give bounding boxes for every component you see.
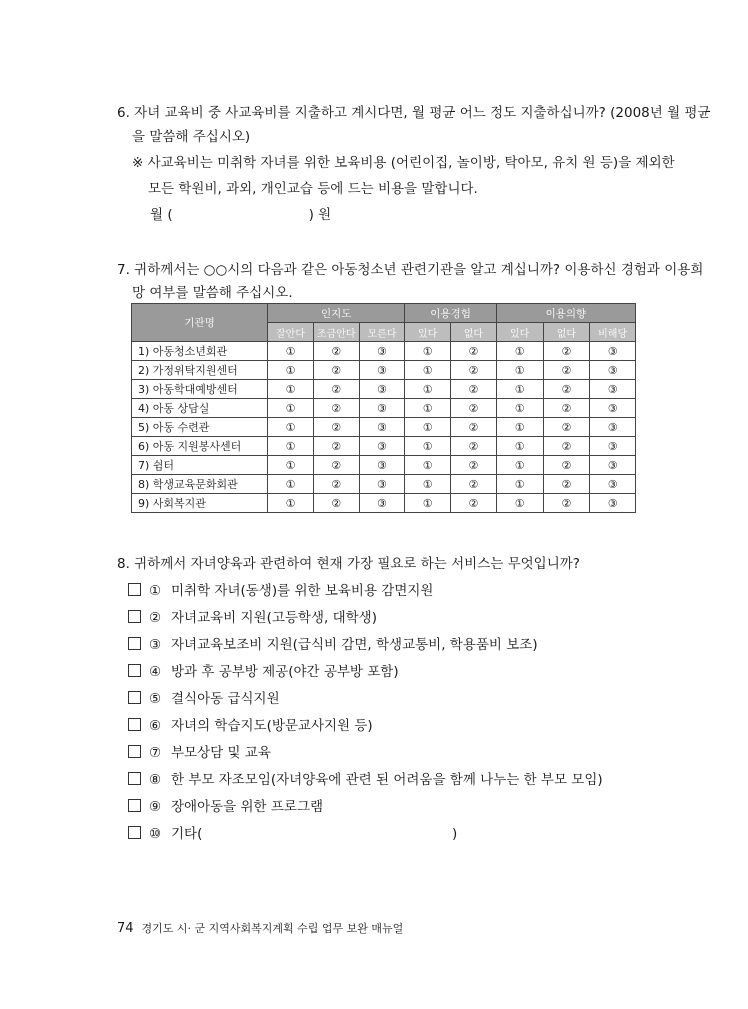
answer-option[interactable]: ③ <box>359 418 405 437</box>
won-label: ) 원 <box>308 207 332 223</box>
option-number: ⑤ <box>149 691 162 707</box>
answer-option[interactable]: ② <box>543 380 590 399</box>
answer-option[interactable]: ① <box>268 456 314 475</box>
subheader-dont-know: 모른다 <box>359 323 405 342</box>
option-number: ⑨ <box>149 799 162 815</box>
question-6-note-continued: 모든 학원비, 과외, 개인교습 등에 드는 비용을 말합니다. <box>148 181 478 197</box>
answer-option[interactable]: ② <box>451 418 497 437</box>
header-awareness: 인지도 <box>268 304 405 323</box>
answer-option[interactable]: ① <box>268 437 314 456</box>
institution-survey-table <box>131 303 636 513</box>
answer-option[interactable]: ② <box>313 342 359 361</box>
table-row <box>132 437 636 456</box>
answer-option[interactable]: ② <box>313 437 359 456</box>
table-row <box>132 418 636 437</box>
answer-option[interactable]: ② <box>451 380 497 399</box>
header-institution: 기관명 <box>132 304 268 342</box>
subheader-experience-yes: 있다 <box>405 323 451 342</box>
answer-option[interactable]: ① <box>268 475 314 494</box>
answer-option[interactable]: ② <box>543 342 590 361</box>
option-label: 자녀교육비 지원(고등학생, 대학생) <box>171 610 377 626</box>
question-7-title-continued: 망 여부를 말씀해 주십시오. <box>132 285 293 301</box>
answer-option[interactable]: ③ <box>590 361 636 380</box>
answer-option[interactable]: ② <box>451 494 497 513</box>
question-7-title: 7. 귀하께서는 ○○시의 다음과 같은 아동청소년 관련기관을 알고 계십니까? 이용하신 경험과 이용희 <box>117 262 704 278</box>
checkbox[interactable] <box>128 772 141 785</box>
answer-option[interactable]: ② <box>451 437 497 456</box>
checkbox[interactable] <box>128 718 141 731</box>
answer-option[interactable]: ① <box>496 380 543 399</box>
subheader-intention-yes: 있다 <box>496 323 543 342</box>
answer-option[interactable]: ② <box>543 399 590 418</box>
subheader-know-little: 조금안다 <box>313 323 359 342</box>
answer-option[interactable]: ① <box>496 475 543 494</box>
question-6-note: ※ 사교육비는 미취학 자녀를 위한 보육비용 (어린이집, 놀이방, 탁아모, 유치 원 등)을 제외한 <box>132 155 675 171</box>
option-label: 기타( <box>171 826 203 842</box>
answer-option[interactable]: ① <box>496 399 543 418</box>
page-footer <box>117 920 403 936</box>
answer-option[interactable]: ② <box>313 475 359 494</box>
answer-option[interactable]: ③ <box>359 361 405 380</box>
answer-option[interactable]: ① <box>496 494 543 513</box>
answer-option[interactable]: ② <box>313 494 359 513</box>
institution-name: 3) 아동학대예방센터 <box>132 380 268 399</box>
service-option[interactable] <box>128 579 433 599</box>
answer-option[interactable]: ② <box>313 399 359 418</box>
answer-option[interactable]: ③ <box>590 399 636 418</box>
answer-option[interactable]: ② <box>543 361 590 380</box>
option-label: 방과 후 공부방 제공(야간 공부방 포함) <box>171 664 399 680</box>
table-row <box>132 342 636 361</box>
answer-option[interactable]: ① <box>405 437 451 456</box>
answer-option[interactable]: ② <box>543 418 590 437</box>
option-number: ④ <box>149 664 162 680</box>
monthly-label: 월 ( <box>150 207 173 223</box>
table-header-row <box>132 304 636 323</box>
answer-option[interactable]: ① <box>496 456 543 475</box>
service-option[interactable] <box>128 714 373 734</box>
subheader-not-applicable: 비해당 <box>590 323 636 342</box>
answer-option[interactable]: ③ <box>359 399 405 418</box>
answer-option[interactable]: ③ <box>359 437 405 456</box>
checkbox[interactable] <box>128 637 141 650</box>
other-close-paren: ) <box>452 826 458 842</box>
answer-option[interactable]: ① <box>268 494 314 513</box>
checkbox[interactable] <box>128 610 141 623</box>
option-label: 한 부모 자조모임(자녀양육에 관련 된 어려움을 함께 나누는 한 부모 모임) <box>171 772 603 788</box>
header-experience: 이용경험 <box>405 304 496 323</box>
answer-option[interactable]: ② <box>451 342 497 361</box>
institution-name: 7) 쉼터 <box>132 456 268 475</box>
answer-option[interactable]: ① <box>405 380 451 399</box>
answer-option[interactable]: ① <box>405 418 451 437</box>
service-option[interactable] <box>128 606 377 626</box>
answer-option[interactable]: ② <box>543 475 590 494</box>
checkbox[interactable] <box>128 691 141 704</box>
checkbox[interactable] <box>128 583 141 596</box>
answer-option[interactable]: ② <box>451 361 497 380</box>
answer-option[interactable]: ③ <box>590 380 636 399</box>
answer-option[interactable]: ① <box>268 361 314 380</box>
option-label: 부모상담 및 교육 <box>171 745 271 761</box>
answer-option[interactable]: ① <box>405 361 451 380</box>
institution-name: 1) 아동청소년회관 <box>132 342 268 361</box>
monthly-amount-field[interactable] <box>150 203 331 223</box>
question-6-title: 6. 자녀 교육비 중 사교육비를 지출하고 계시다면, 월 평균 어느 정도 지출하십니까? (2008년 월 평균 <box>117 105 711 121</box>
option-label: 장애아동을 위한 프로그램 <box>171 799 324 815</box>
table-row <box>132 494 636 513</box>
table-row <box>132 399 636 418</box>
option-number: ① <box>149 583 162 599</box>
answer-option[interactable]: ③ <box>590 475 636 494</box>
option-label: 결식아동 급식지원 <box>171 691 280 707</box>
service-option-other[interactable] <box>128 822 202 842</box>
page-number: 74 <box>117 921 134 936</box>
answer-option[interactable]: ② <box>543 437 590 456</box>
answer-option[interactable]: ① <box>405 399 451 418</box>
service-option[interactable] <box>128 795 323 815</box>
answer-option[interactable]: ② <box>313 418 359 437</box>
service-option[interactable] <box>128 687 280 707</box>
service-option[interactable] <box>128 768 603 788</box>
table-row <box>132 475 636 494</box>
answer-option[interactable]: ② <box>313 380 359 399</box>
answer-option[interactable]: ① <box>268 418 314 437</box>
option-number: ③ <box>149 637 162 653</box>
subheader-know-well: 잘안다 <box>268 323 314 342</box>
answer-option[interactable]: ① <box>268 342 314 361</box>
checkbox[interactable] <box>128 745 141 758</box>
header-intention: 이용의향 <box>496 304 635 323</box>
question-6-title-continued: 을 말씀해 주십시오) <box>132 129 251 145</box>
answer-option[interactable]: ① <box>405 475 451 494</box>
service-option[interactable] <box>128 660 399 680</box>
answer-option[interactable]: ② <box>451 456 497 475</box>
answer-option[interactable]: ② <box>451 475 497 494</box>
question-8-title: 8. 귀하께서 자녀양육과 관련하여 현재 가장 필요로 하는 서비스는 무엇입니까? <box>117 556 580 572</box>
table-row <box>132 380 636 399</box>
answer-option[interactable]: ③ <box>359 456 405 475</box>
institution-name: 9) 사회복지관 <box>132 494 268 513</box>
answer-option[interactable]: ③ <box>359 494 405 513</box>
answer-option[interactable]: ③ <box>590 494 636 513</box>
answer-option[interactable]: ② <box>451 399 497 418</box>
answer-option[interactable]: ② <box>543 494 590 513</box>
answer-option[interactable]: ① <box>268 380 314 399</box>
option-number: ⑧ <box>149 772 162 788</box>
table-row <box>132 456 636 475</box>
answer-option[interactable]: ② <box>313 361 359 380</box>
checkbox[interactable] <box>128 826 141 839</box>
answer-option[interactable]: ③ <box>590 342 636 361</box>
answer-option[interactable]: ① <box>496 418 543 437</box>
answer-option[interactable]: ① <box>496 342 543 361</box>
answer-option[interactable]: ① <box>496 361 543 380</box>
subheader-experience-no: 없다 <box>451 323 497 342</box>
answer-option[interactable]: ① <box>268 399 314 418</box>
institution-name: 4) 아동 상담실 <box>132 399 268 418</box>
institution-name: 8) 학생교육문화회관 <box>132 475 268 494</box>
subheader-intention-no: 없다 <box>543 323 590 342</box>
answer-option[interactable]: ② <box>313 456 359 475</box>
answer-option[interactable]: ③ <box>359 475 405 494</box>
service-option[interactable] <box>128 741 271 761</box>
option-number: ⑦ <box>149 745 162 761</box>
answer-option[interactable]: ③ <box>590 437 636 456</box>
answer-option[interactable]: ② <box>543 456 590 475</box>
institution-name: 6) 아동 지원봉사센터 <box>132 437 268 456</box>
answer-option[interactable]: ③ <box>359 342 405 361</box>
answer-option[interactable]: ③ <box>590 456 636 475</box>
option-number: ⑩ <box>149 826 162 842</box>
answer-option[interactable]: ① <box>496 437 543 456</box>
table-row <box>132 361 636 380</box>
option-label: 미취학 자녀(동생)를 위한 보육비용 감면지원 <box>171 583 434 599</box>
checkbox[interactable] <box>128 799 141 812</box>
institution-name: 5) 아동 수련관 <box>132 418 268 437</box>
answer-option[interactable]: ① <box>405 494 451 513</box>
option-label: 자녀교육보조비 지원(급식비 감면, 학생교통비, 학용품비 보조) <box>171 637 538 653</box>
answer-option[interactable]: ③ <box>590 418 636 437</box>
option-label: 자녀의 학습지도(방문교사지원 등) <box>171 718 373 734</box>
institution-name: 2) 가정위탁지원센터 <box>132 361 268 380</box>
answer-option[interactable]: ① <box>405 456 451 475</box>
answer-option[interactable]: ③ <box>359 380 405 399</box>
option-number: ⑥ <box>149 718 162 734</box>
service-option[interactable] <box>128 633 538 653</box>
checkbox[interactable] <box>128 664 141 677</box>
footer-title: 경기도 시· 군 지역사회복지계획 수립 업무 보완 매뉴얼 <box>141 922 404 935</box>
option-number: ② <box>149 610 162 626</box>
answer-option[interactable]: ① <box>405 342 451 361</box>
